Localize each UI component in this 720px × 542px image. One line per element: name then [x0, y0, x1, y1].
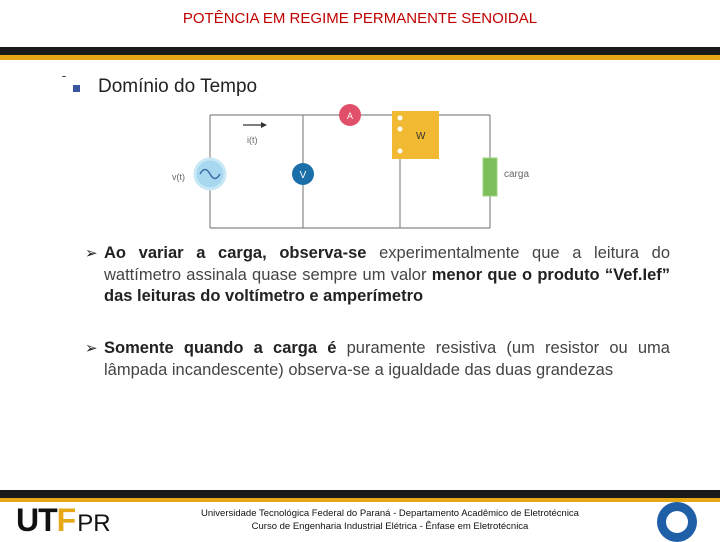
footer-line-2: Curso de Engenharia Industrial Elétrica - Ênfase em Eletrotécnica — [251, 521, 529, 532]
ammeter-label: A — [346, 111, 354, 121]
header-divider-accent — [0, 55, 720, 60]
paragraph-2-bold-start: Somente quando a carga é — [104, 339, 337, 357]
load-resistor-icon — [483, 158, 497, 196]
load-label: carga — [504, 169, 530, 180]
paragraph-1-text: experimentalmente que a leitura do wattímetro assinala quase sempre um valor — [104, 244, 670, 284]
source-label: v(t) — [172, 172, 185, 182]
circuit-diagram — [160, 100, 500, 230]
footer-line-1: Universidade Tecnológica Federal do Paraná - Departamento Acadêmico de Eletrotécnica — [201, 508, 579, 519]
header-divider — [0, 47, 720, 55]
bullet-square-icon — [73, 85, 80, 92]
voltmeter-label: V — [299, 170, 307, 181]
section-heading: Domínio do Tempo — [98, 76, 258, 97]
circuit-wires — [210, 115, 490, 228]
utfpr-logo: UTFPR — [16, 502, 111, 538]
bullet-paragraph-2 — [85, 338, 670, 381]
wattmeter-terminal — [398, 149, 403, 154]
footer-text — [150, 507, 630, 533]
paragraph-1-bold-start: Ao variar a carga, observa-se — [104, 244, 367, 262]
current-label: i(t) — [247, 135, 258, 145]
paragraph-2-text: puramente resistiva (um resistor ou uma lâmpada incandescente) observa-se a igualdade das duas grandezas — [104, 339, 670, 379]
wattmeter-terminal — [398, 116, 403, 121]
arrow-bullet-icon: ➢ — [85, 245, 98, 262]
department-seal-icon — [657, 502, 697, 542]
decorative-tick — [62, 76, 66, 77]
wattmeter-label: W — [416, 131, 426, 142]
footer-divider — [0, 490, 720, 498]
wattmeter-terminal — [398, 127, 403, 132]
slide-title: POTÊNCIA EM REGIME PERMANENTE SENOIDAL — [182, 10, 538, 27]
paragraph-1-bold-end: menor que o produto “Vef.Ief” das leituras do voltímetro e amperímetro — [104, 265, 670, 305]
current-arrow — [243, 122, 267, 128]
bullet-paragraph-1 — [85, 243, 670, 308]
arrow-bullet-icon: ➢ — [85, 340, 98, 357]
